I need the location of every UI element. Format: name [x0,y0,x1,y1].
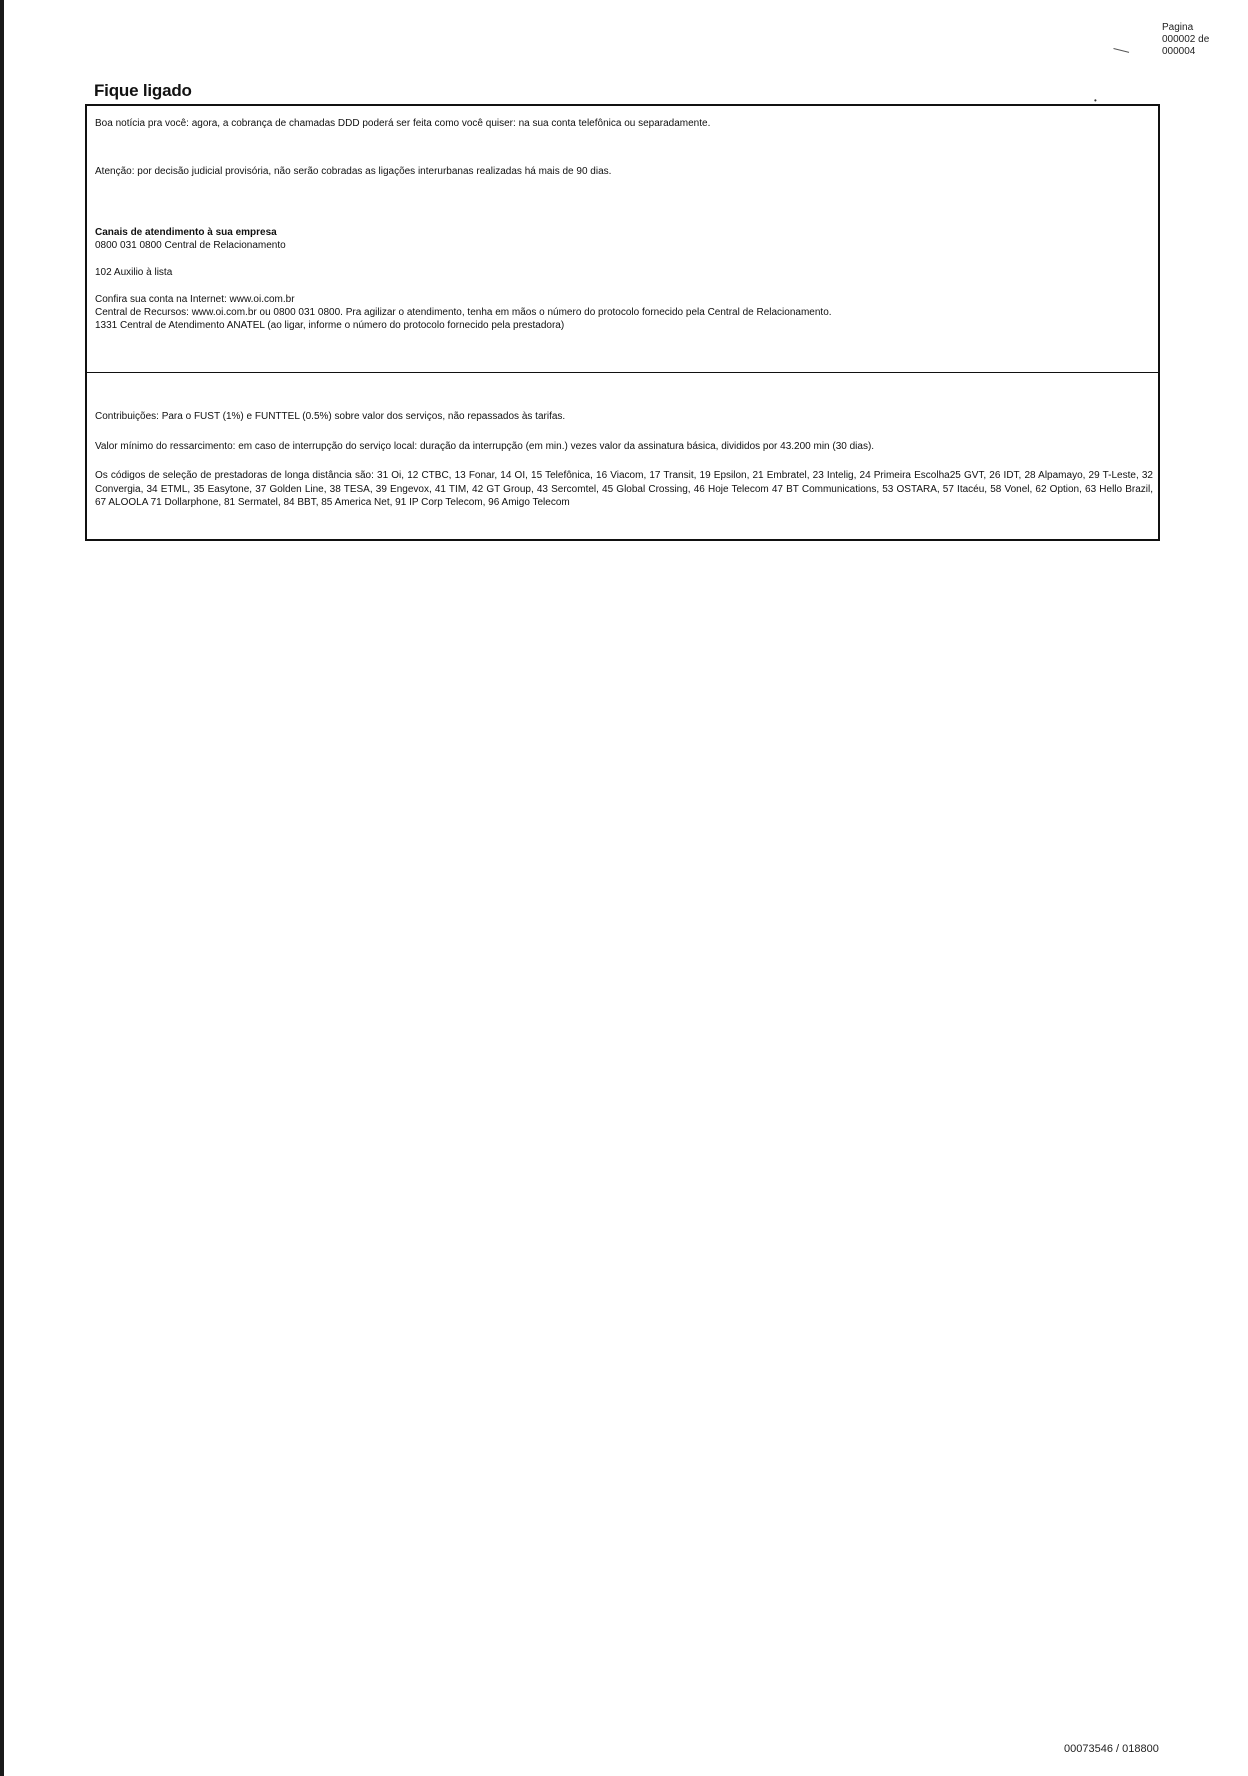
channel-recursos: Central de Recursos: www.oi.com.br ou 0800 031 0800. Pra agilizar o atendimento, tenha em mãos o número do protocolo fornecido pela Central de Relacionamento. [95,307,832,318]
page-indicator [1162,22,1232,58]
legal-contribuicoes: Contribuições: Para o FUST (1%) e FUNTTEL (0.5%) sobre valor dos serviços, não repassados às tarifas. [95,411,566,422]
scan-dot: • [1094,96,1097,105]
section-title: Fique ligado [94,81,192,100]
channel-internet: Confira sua conta na Internet: www.oi.com.br [95,294,295,305]
page-indicator-label: Pagina [1162,22,1194,33]
channel-auxilio: 102 Auxilio à lista [95,267,173,278]
channel-central: 0800 031 0800 Central de Relacionamento [95,240,286,251]
page-indicator-current: 000002 de [1162,34,1210,45]
channel-anatel: 1331 Central de Atendimento ANATEL (ao ligar, informe o número do protocolo fornecido pela prestadora) [95,320,565,331]
footer-code: 00073546 / 018800 [1064,1743,1159,1755]
legal-carrier-codes: Os códigos de seleção de prestadoras de longa distância são: 31 Oi, 12 CTBC, 13 Fonar, 14 OI, 15 Telefônica, 16 Viacom, 17 Transit, 19 Epsilon, 21 Embratel, 23 Intelig, 24 Primeira Escolha25 GVT, 26 IDT, 28 Alpamayo, 29 T-Leste, 32 Convergia, 34 ETML, 35 Easytone, 37 Golden Line, 38 TESA, 39 Engevox, 41 TIM, 42 GT Group, 43 Sercomtel, 45 Global Crossing, 46 Hoje Telecom 47 BT Communications, 53 OSTARA, 57 Itacéu, 58 Vonel, 62 Option, 63 Hello Brazil, 67 ALOOLA 71 Dollarphone, 81 Sermatel, 84 BBT, 85 America Net, 91 IP Corp Telecom, 96 Amigo Telecom [95,470,1153,508]
legal-ressarcimento: Valor mínimo do ressarcimento: em caso de interrupção do serviço local: duração da interrupção (em min.) vezes valor da assinatura básica, divididos por 43.200 min (30 dias). [95,441,875,452]
page-indicator-total: 000004 [1162,46,1196,57]
notice-ddd-billing: Boa notícia pra você: agora, a cobrança de chamadas DDD poderá ser feita como você quiser: na sua conta telefônica ou separadamente. [95,118,711,129]
box-divider [87,372,1158,373]
info-box [85,104,1160,541]
scan-left-edge [0,0,4,1776]
scan-mark [1113,42,1130,53]
notice-judicial: Atenção: por decisão judicial provisória, não serão cobradas as ligações interurbanas realizadas há mais de 90 dias. [95,166,612,177]
channels-heading: Canais de atendimento à sua empresa [95,227,277,238]
